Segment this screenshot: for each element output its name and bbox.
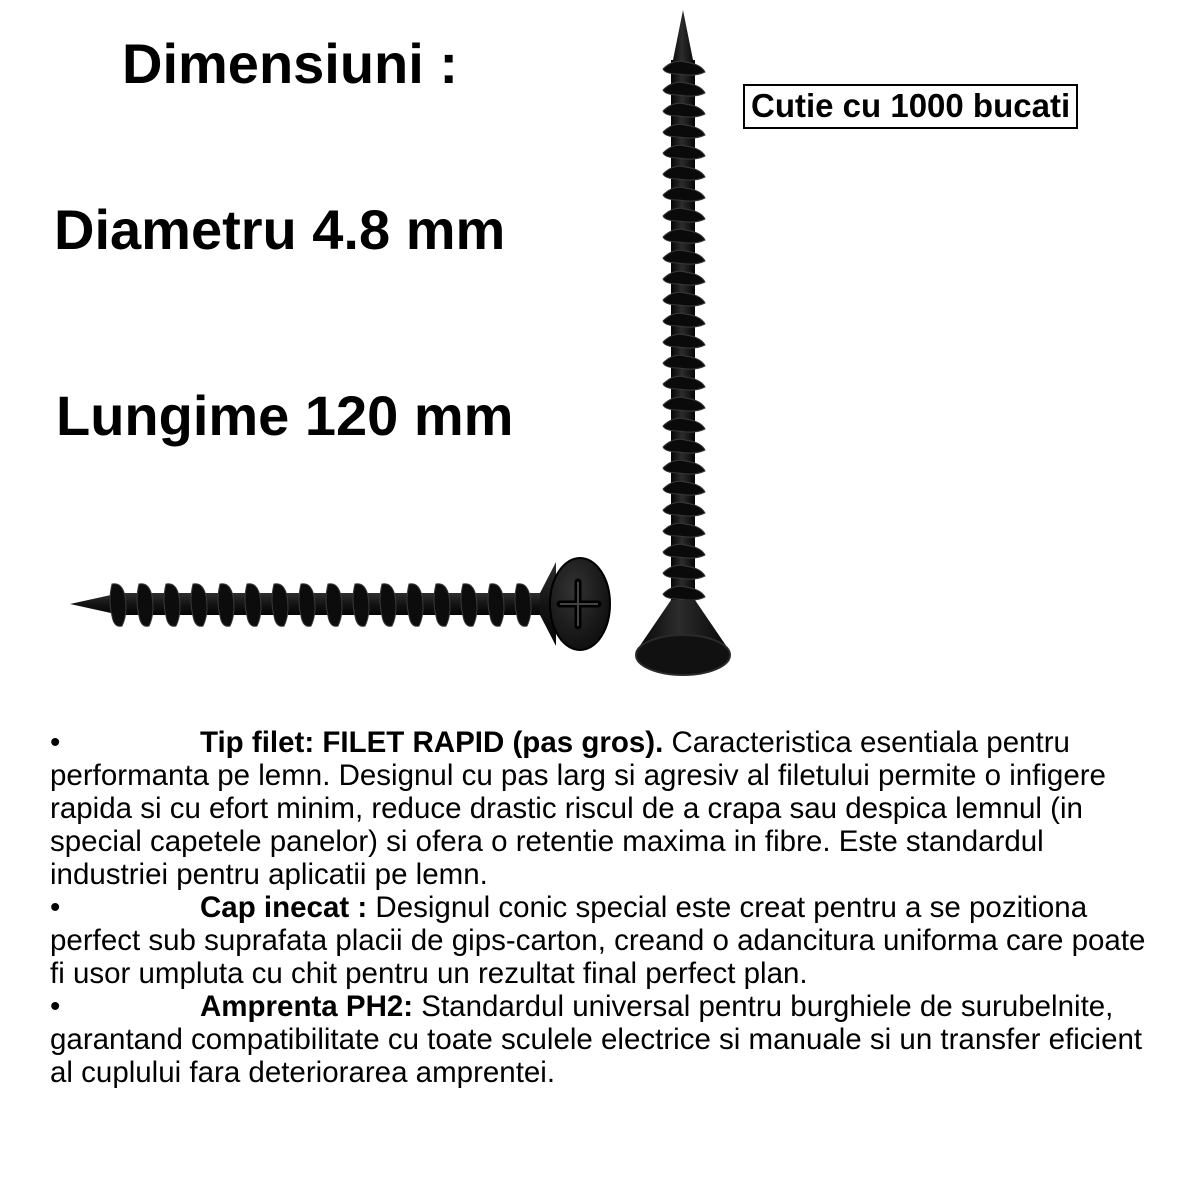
feature-text: Caracteristica esentiala pentru performanta pe lemn. Designul cu pas larg si agresiv al filetului permite o infigere rapida si cu efort minim, reduce drastic riscul de a crapa sau despica lemnul (in special capetele panelor) si ofera o retentie maxima in fibre. Este standardul industriei pentru aplicatii pe lemn. xyxy=(50,726,1106,891)
dimensions-heading: Dimensiuni : xyxy=(122,32,459,95)
bullet-icon: • xyxy=(50,726,61,759)
diameter-spec: Diametru 4.8 mm xyxy=(54,198,506,261)
feature-thread xyxy=(50,726,1160,891)
feature-text: Designul conic special este creat pentru a se pozitiona perfect sub suprafata placii de gips-carton, creand o adancitura uniforma care poate fi usor umpluta cu chit pentru un rezultat final perfect plan. xyxy=(50,891,1146,990)
length-spec: Lungime 120 mm xyxy=(56,384,514,447)
horizontal-screw-icon xyxy=(70,558,610,650)
feature-title: Tip filet: FILET RAPID (pas gros). xyxy=(200,726,664,759)
bullet-icon: • xyxy=(50,990,61,1023)
feature-title: Amprenta PH2: xyxy=(200,990,414,1023)
feature-list xyxy=(50,726,1160,1089)
feature-title: Cap inecat : xyxy=(200,891,368,924)
feature-drive xyxy=(50,990,1160,1089)
feature-text: Standardul universal pentru burghiele de surubelnite, garantand compatibilitate cu toate sculele electrice si manuale si un transfer eficient al cuplului fara deteriorarea amprentei. xyxy=(50,990,1143,1089)
feature-head xyxy=(50,891,1160,990)
vertical-screw-icon xyxy=(636,10,730,675)
box-quantity-label: Cutie cu 1000 bucati xyxy=(743,84,1078,129)
bullet-icon: • xyxy=(50,891,61,924)
